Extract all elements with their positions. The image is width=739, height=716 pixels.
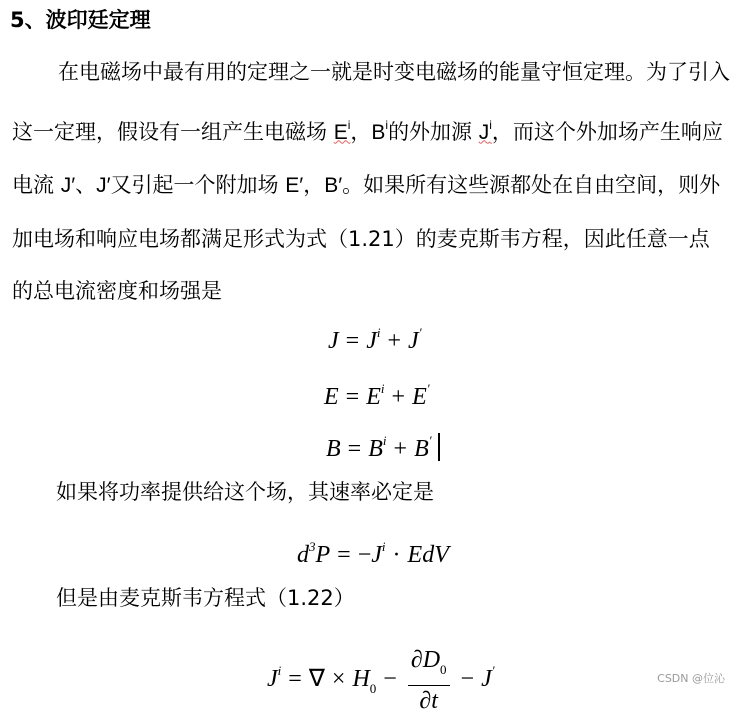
- comma-1: ，: [350, 119, 372, 144]
- equation-electric-field: $E = E^i + E'$: [324, 381, 430, 410]
- equation-magnetic-field: $B = B^i + B'$: [326, 426, 440, 464]
- fraction: $\frac{\partial D_0}{\partial t}$: [408, 645, 450, 716]
- maxwell-sentence: 但是由麦克斯韦方程式（1.22）: [56, 586, 355, 610]
- symbol-b-prime: B′: [324, 174, 343, 197]
- paragraph-text-2: 的外加源: [388, 119, 479, 144]
- comma-2: ，: [303, 173, 325, 197]
- equation-current-density: $J = J^i + J'$: [328, 325, 422, 354]
- equation-maxwell: $J^i$ = ∇ × $H_0$ − $\frac{\partial D_0}{\partial t}$ − J′: [267, 647, 495, 714]
- symbol-j-source: $J^i$: [478, 117, 492, 144]
- section-heading: 5、波印廷定理: [10, 8, 151, 32]
- symbol-b-source: $B^i$: [371, 117, 389, 144]
- paragraph-text-4: 又引起一个附加场: [110, 173, 286, 197]
- symbol-j-prime: J′: [60, 174, 76, 197]
- paragraph-text-5: 。如果所有这些源都处在自由空间，则外加电场和响应电场都满足形式为式（1.21）的麦克斯韦方程，因此任意一点的总电流密度和场强是: [12, 173, 721, 303]
- paragraph-text-1: 在电磁场中最有用的定理之一就是时变电磁场的能量守恒定理。为了引入这一定理，假设有一组产生电磁场: [12, 60, 730, 144]
- watermark: CSDN @位沁: [657, 672, 725, 685]
- symbol-j-prime-2: J′: [96, 174, 111, 197]
- symbol-e-prime: E′: [285, 174, 304, 197]
- paragraph-text-3: ，而这个外加场产生响应电流: [12, 119, 723, 197]
- power-sentence: 如果将功率提供给这个场，其速率必定是: [56, 480, 434, 504]
- body-paragraph: [12, 46, 730, 318]
- text-cursor: [438, 433, 440, 461]
- symbol-e-source: $E^i$: [333, 117, 351, 144]
- separator: 、: [75, 173, 97, 197]
- equation-power: $d^3P = -J^i$ · EdV: [297, 539, 449, 568]
